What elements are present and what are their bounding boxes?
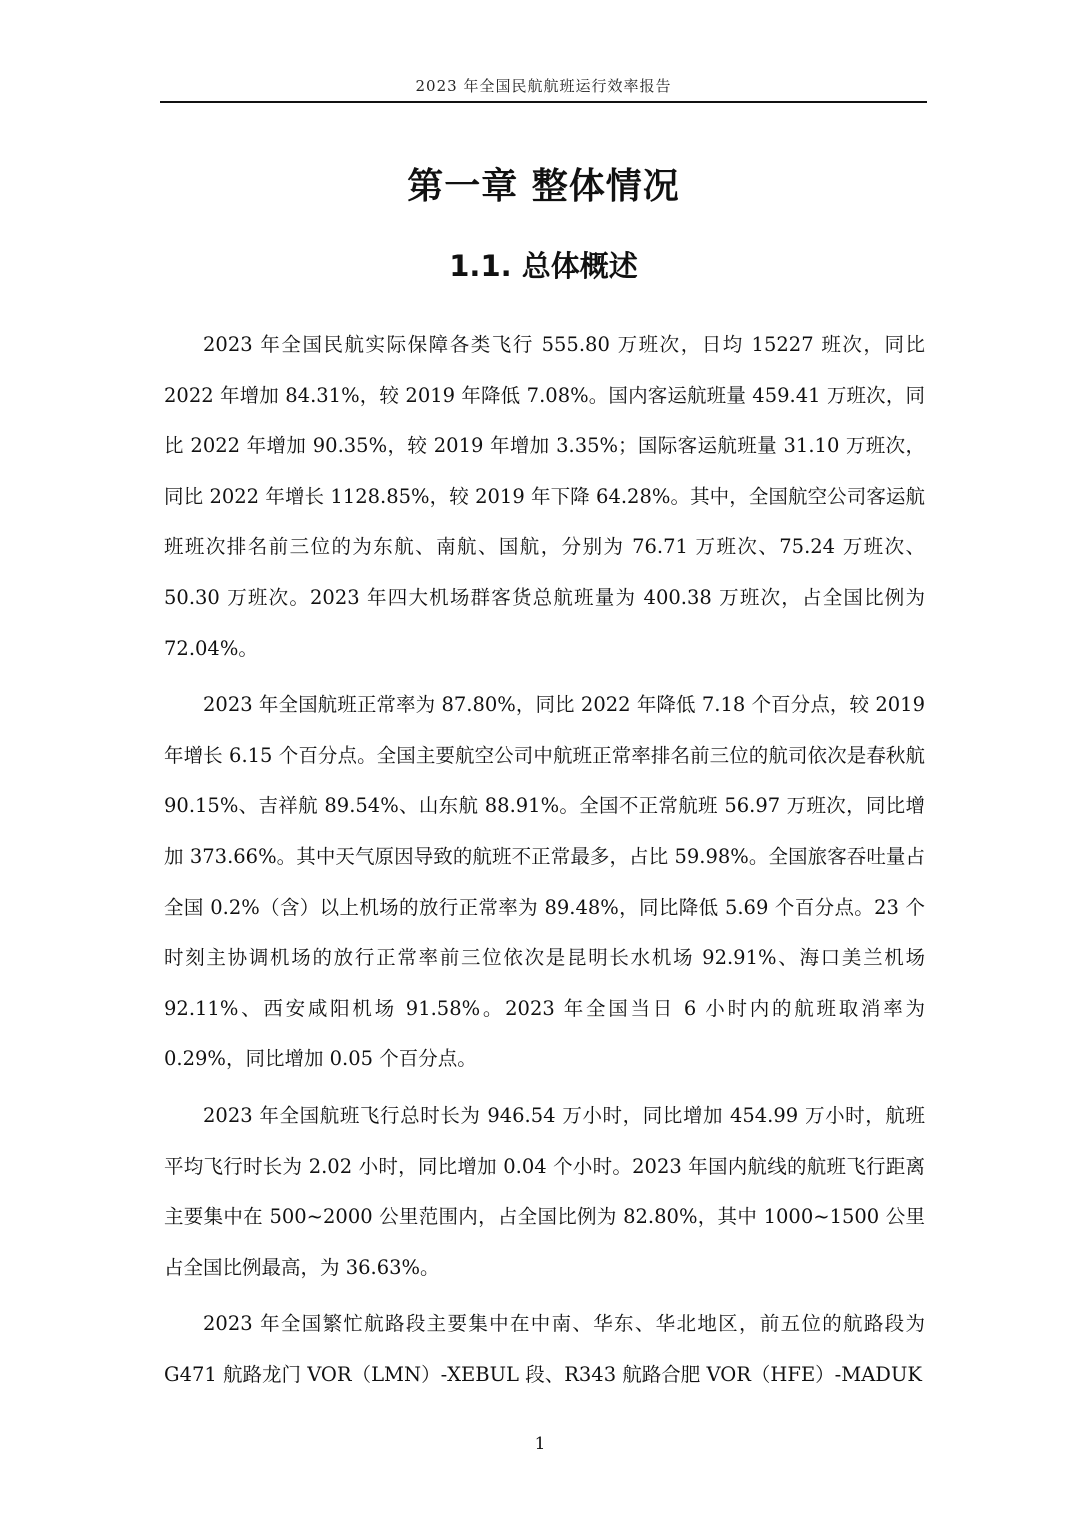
body-text (164, 320, 925, 1406)
paragraph-flight-volume: 2023 年全国民航实际保障各类飞行 555.80 万班次，日均 15227 班次，同比 2022 年增加 84.31%，较 2019 年降低 7.08%。国内客运航班量 459.41 万班次，同比 2022 年增加 90.35%，较 2019 年增加 3.35%；国际客运航班量 31.10 万班次，同比 2022 年增长 1128.85%，较 2019 年下降 64.28%。其中，全国航空公司客运航班班次排名前三位的为东航、南航、国航，分别为 76.71 万班次、75.24 万班次、50.30 万班次。2023 年四大机场群客货总航班量为 400.38 万班次，占全国比例为 72.04%。 (164, 333, 925, 660)
page-number: 1 (534, 1434, 546, 1454)
running-header: 2023 年全国民航航班运行效率报告 (415, 77, 672, 95)
paragraph-flight-hours: 2023 年全国航班飞行总时长为 946.54 万小时，同比增加 454.99 万小时，航班平均飞行时长为 2.02 小时，同比增加 0.04 个小时。2023 年国内航线的航班飞行距离主要集中在 500~2000 公里范围内，占全国比例为 82.80%，其中 1000~1500 公里占全国比例最高，为 36.63%。 (164, 1103, 925, 1279)
header-rule (160, 101, 927, 103)
chapter-title: 第一章 整体情况 (407, 166, 680, 207)
section-title: 1.1. 总体概述 (449, 249, 638, 283)
paragraph-busy-routes: 2023 年全国繁忙航路段主要集中在中南、华东、华北地区，前五位的航路段为 G471 航路龙门 VOR（LMN）-XEBUL 段、R343 航路合肥 VOR（HFE）-MADUK (164, 1312, 925, 1386)
paragraph-punctuality: 2023 年全国航班正常率为 87.80%，同比 2022 年降低 7.18 个百分点，较 2019 年增长 6.15 个百分点。全国主要航空公司中航班正常率排名前三位的航司依次是春秋航 90.15%、吉祥航 89.54%、山东航 88.91%。全国不正常航班 56.97 万班次，同比增加 373.66%。其中天气原因导致的航班不正常最多，占比 59.98%。全国旅客吞吐量占全国 0.2%（含）以上机场的放行正常率为 89.48%，同比降低 5.69 个百分点。23 个时刻主协调机场的放行正常率前三位依次是昆明长水机场 92.91%、海口美兰机场 92.11%、西安咸阳机场 91.58%。2023 年全国当日 6 小时内的航班取消率为 0.29%，同比增加 0.05 个百分点。 (164, 693, 925, 1071)
